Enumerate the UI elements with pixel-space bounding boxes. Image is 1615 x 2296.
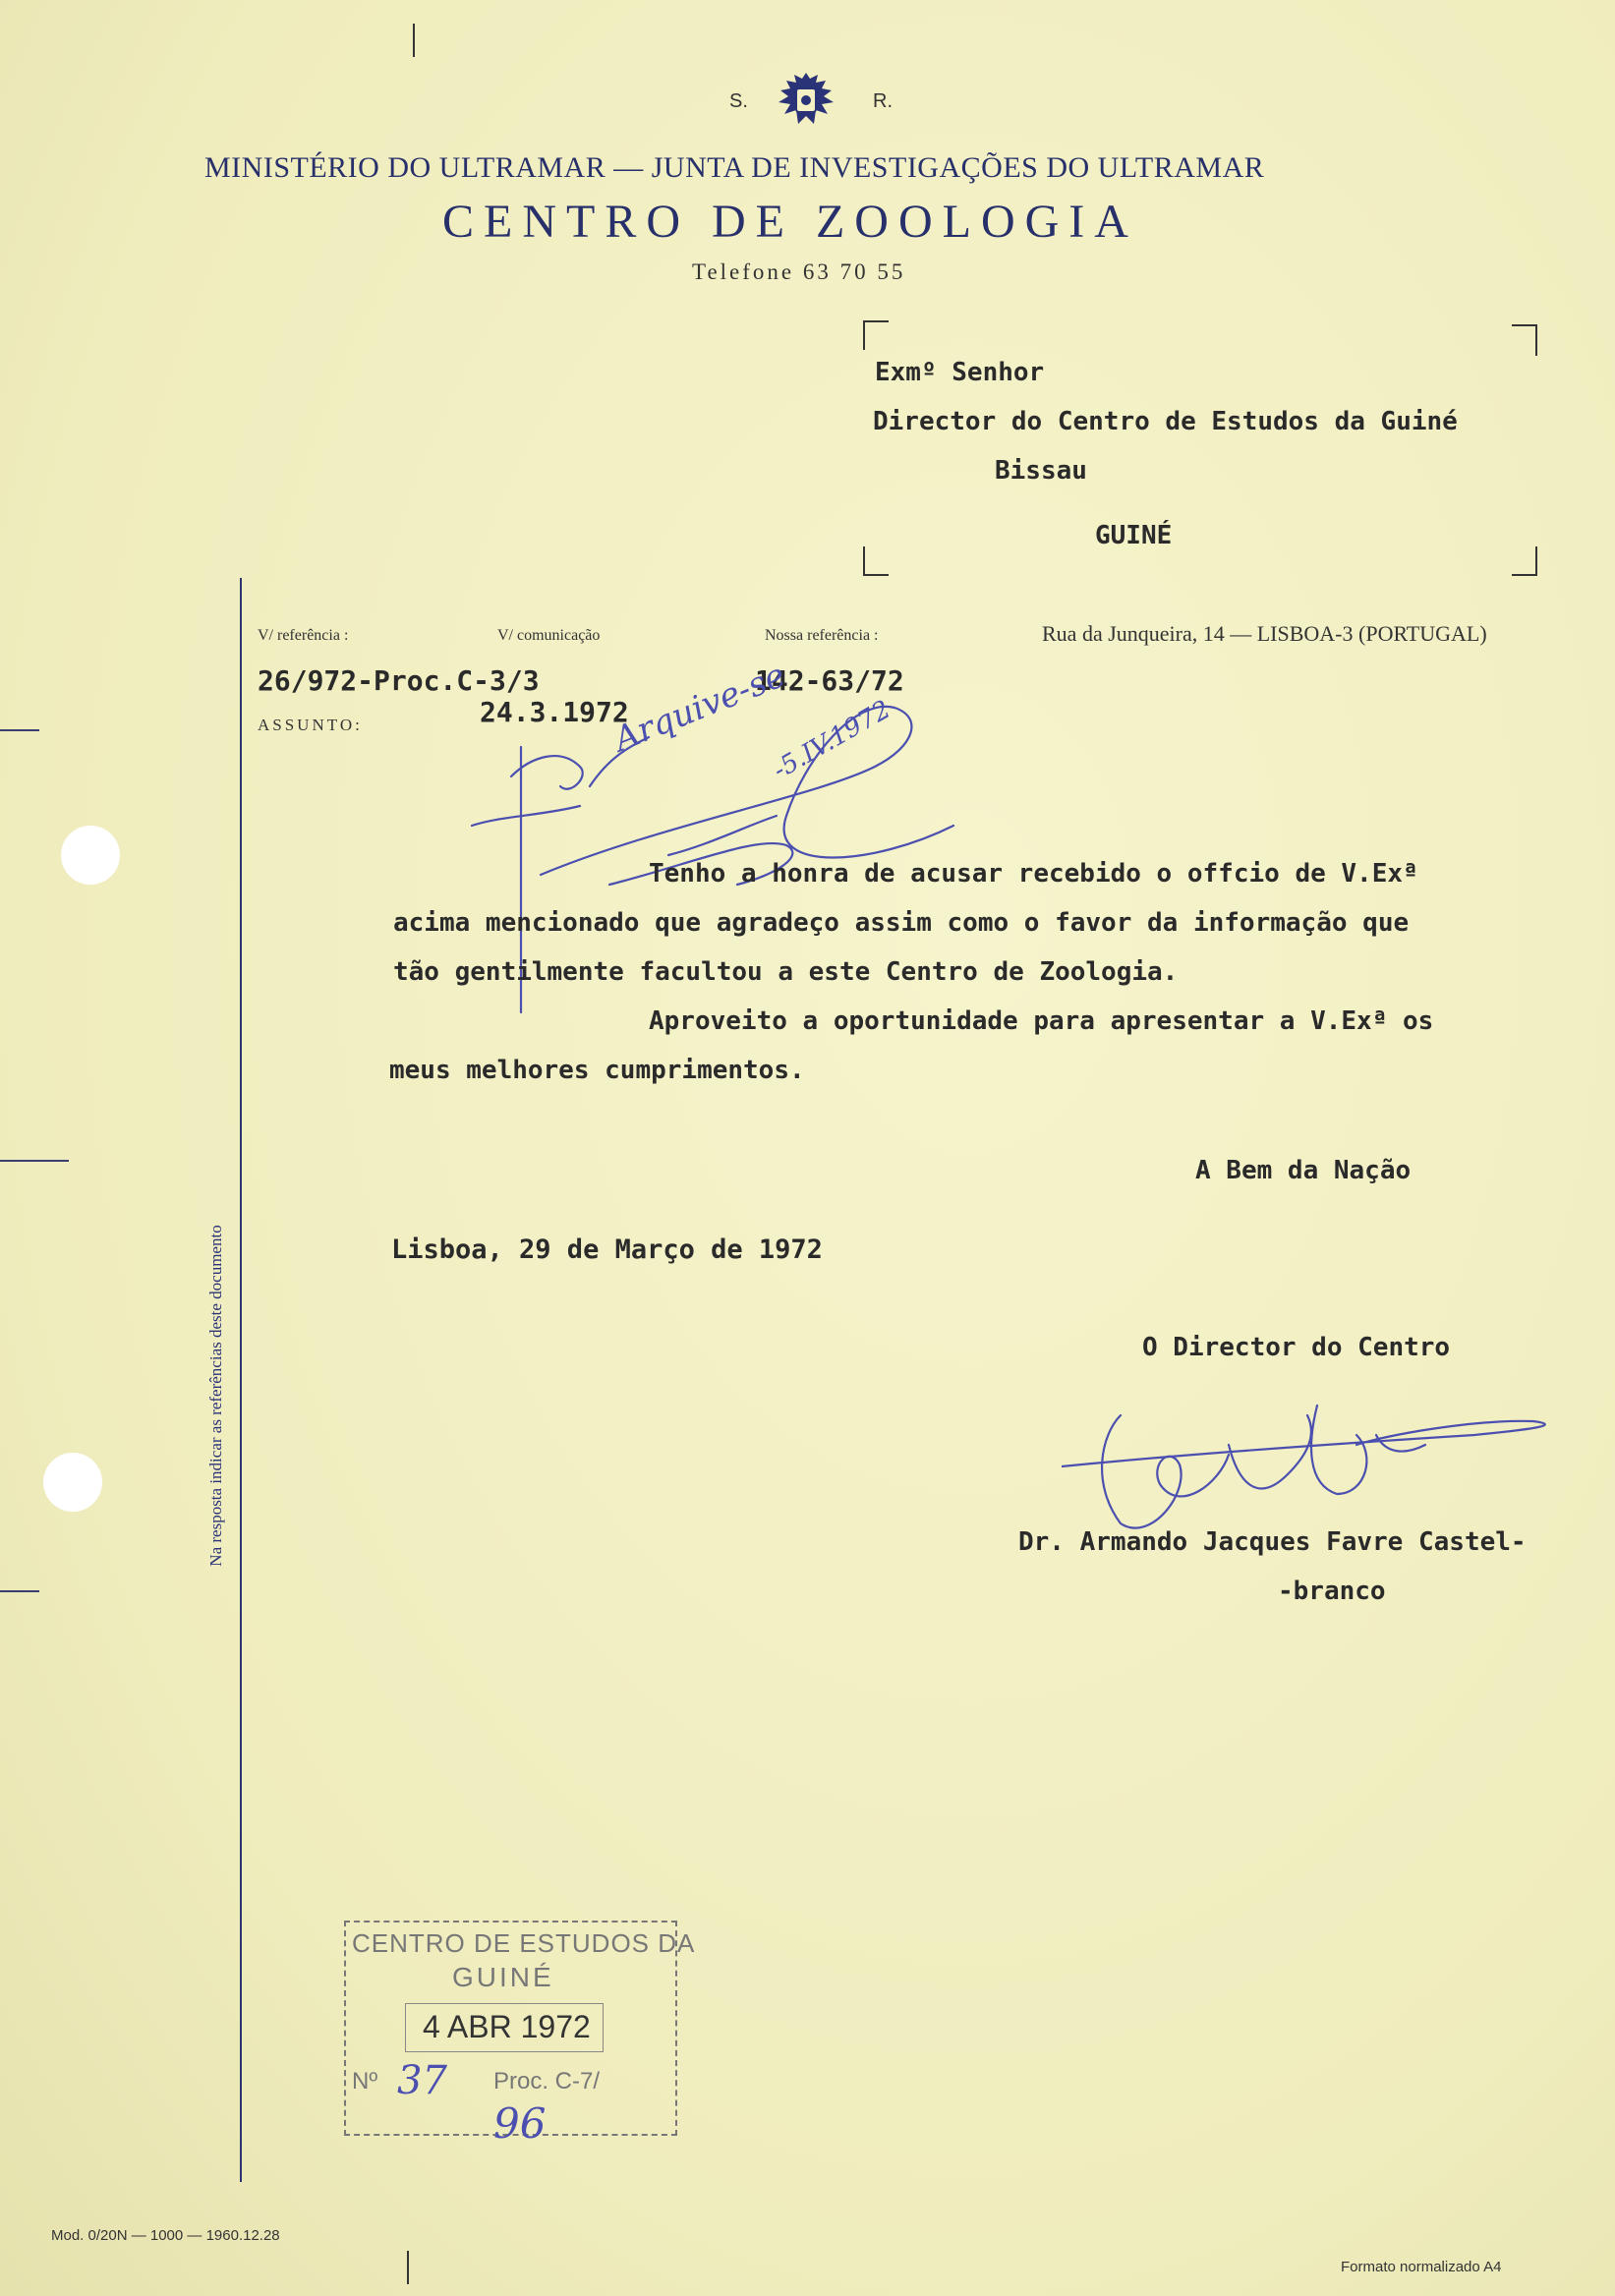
fold-mark: [0, 1160, 69, 1162]
signer-title: O Director do Centro: [1142, 1333, 1451, 1362]
window-corner: [863, 320, 889, 350]
recipient-title: Director do Centro de Estudos da Guiné: [873, 407, 1458, 436]
handwritten-note: Arquive-se: [608, 656, 791, 760]
signature: [1062, 1376, 1573, 1553]
bottom-tick: [407, 2251, 409, 2284]
nossa-label: Nossa referência :: [765, 627, 879, 644]
stamp-handwritten: 96: [493, 2099, 547, 2148]
form-model: Mod. 0/20N — 1000 — 1960.12.28: [51, 2227, 280, 2244]
received-stamp: [344, 1921, 696, 2148]
handwritten-date: -5.IV.1972: [768, 694, 896, 786]
signer-name-1: Dr. Armando Jacques Favre Castel-: [1018, 1527, 1527, 1557]
margin-rule: [240, 578, 242, 2182]
telephone: Telefone 63 70 55: [692, 259, 906, 284]
assunto-label: ASSUNTO:: [258, 716, 363, 734]
stamp-number: 37: [397, 2058, 447, 2103]
top-tick: [413, 24, 415, 57]
nossa-value: 142-63/72: [755, 664, 904, 697]
window-corner: [1512, 324, 1537, 356]
stamp-line1: CENTRO DE ESTUDOS DA: [352, 1928, 696, 1958]
window-corner: [1512, 546, 1537, 576]
stamp-proc: Proc. C-7/: [493, 2068, 601, 2095]
coat-of-arms-icon: [767, 69, 845, 138]
signer-name-2: -branco: [1278, 1577, 1386, 1606]
office-address: Rua da Junqueira, 14 — LISBOA-3 (PORTUGAL): [1042, 621, 1487, 646]
para1-line3: tão gentilmente facultou a este Centro de Zoologia.: [393, 957, 1179, 987]
para1-line1: Tenho a honra de acusar recebido o offcio de V.Exª: [649, 859, 1418, 889]
stamp-date: 4 ABR 1972: [423, 2009, 591, 2044]
sr-right: R.: [873, 90, 893, 112]
recipient-country: GUINÉ: [1095, 521, 1173, 550]
recipient-salutation: Exmº Senhor: [875, 358, 1045, 387]
punch-hole: [61, 826, 120, 885]
recipient-city: Bissau: [995, 456, 1087, 486]
side-note: Na resposta indicar as referências deste documento: [206, 1225, 225, 1567]
vref-label: V/ referência :: [258, 627, 349, 644]
punch-hole: [43, 1453, 102, 1512]
paper-format: Formato normalizado A4: [1341, 2259, 1502, 2275]
vref-value: 26/972-Proc.C-3/3: [258, 664, 540, 697]
window-corner: [863, 546, 889, 576]
para2-line1: Aproveito a oportunidade para apresentar a V.Exª os: [649, 1006, 1434, 1036]
sr-left: S.: [729, 90, 748, 112]
para1-line2: acima mencionado que agradeço assim como o favor da informação que: [393, 908, 1410, 938]
stamp-line2: GUINÉ: [452, 1962, 554, 1992]
para2-line2: meus melhores cumprimentos.: [389, 1056, 805, 1085]
place-date: Lisboa, 29 de Março de 1972: [391, 1234, 823, 1265]
fold-mark: [0, 729, 39, 731]
fold-mark: [0, 1590, 39, 1592]
closing-formula: A Bem da Nação: [1195, 1156, 1412, 1185]
centre-title: CENTRO DE ZOOLOGIA: [442, 196, 1138, 248]
vcom-label: V/ comunicação: [497, 627, 601, 644]
stamp-number-prefix: Nº: [352, 2068, 378, 2095]
vcom-value: 24.3.1972: [480, 696, 629, 728]
ministry-heading: MINISTÉRIO DO ULTRAMAR — JUNTA DE INVESTIGAÇÕES DO ULTRAMAR: [204, 151, 1265, 184]
